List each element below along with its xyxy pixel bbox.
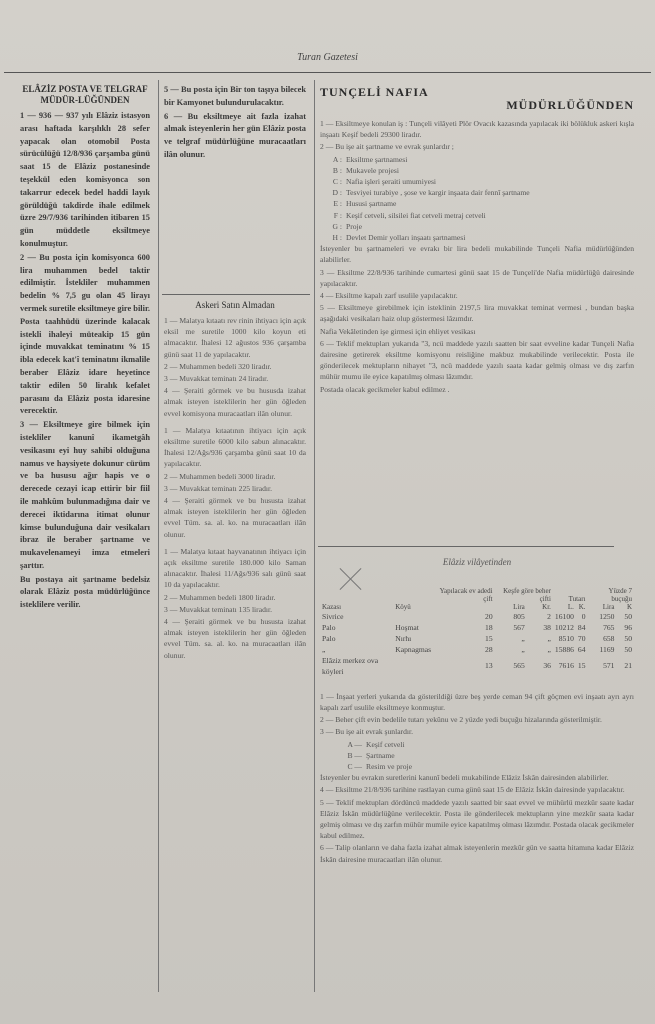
- table-row: [320, 655, 634, 677]
- table-cell: „: [547, 633, 551, 643]
- askeri-a4: 4 — Şeraiti görmek ve bu hususda izahat almak isteyen isteklilerin her gün öğleden evvel komisyona muracaatları ilân olunur.: [164, 386, 306, 418]
- table-cell: 10212: [554, 622, 574, 632]
- table-cell: 50: [624, 611, 632, 621]
- askeri-b1: 1 — Malatya kıtaatının ihtiyacı için açık eksiltme suretile 6000 kilo sabun alınacaktır. İhalesi 12/Ağs/936 çarşamba günü saat 10 da yapılacaktır.: [164, 425, 306, 469]
- col-header: Lira: [602, 602, 615, 611]
- table-header-row: [320, 603, 634, 611]
- col-header: Yapılacak ev adedi çift: [439, 586, 493, 603]
- column-posta-cont: [164, 84, 306, 163]
- table-cell: 8510: [558, 633, 574, 643]
- table-cell: Nırhı: [395, 633, 412, 643]
- column-divider-1: [158, 80, 159, 992]
- table-cell: 567: [513, 622, 525, 632]
- list-item: F : Keşif cetveli, silsilei fiat cetveli metraj cetveli: [333, 210, 486, 220]
- table-cell: [393, 611, 433, 622]
- table-cell: 0: [581, 611, 586, 621]
- table-cell: 658: [603, 633, 615, 643]
- table-cell: 70: [577, 633, 586, 643]
- table-cell: 28: [485, 644, 493, 654]
- table-cell: 565: [513, 661, 525, 671]
- askeri-c1: 1 — Malatya kıtaat hayvanatının ihtiyacı için açık eksiltme suretile 180.000 kilo Saman alınacaktır. İhalesi 11/Ağs/936 salı günü saat 10 da yapılacaktır.: [164, 546, 306, 590]
- table-cell: „: [547, 644, 551, 654]
- tunceli-para-6: 6 — Teklif mektupları yukarıda "3, ncü maddede yazılı saatten bir saat evveline kadar Tunçeli Nafia dairesine getirerek eksiltme komisyonu reisliğine makbuz mukabilinde verilecektir. Posta ile gönderilecek mektupların nihayet "3, ncü maddede yazılı saata kadar gelmiş olması ve dış zarfın mühür mumu ile eyice kapatılmış olması lâzımdır.: [320, 338, 634, 382]
- table-cell: 7616: [558, 661, 574, 671]
- elaziz-para-3b: İsteyenler bu evrakın suretlerini kanunî bedeli mukabilinde Elâziz İskân dairesinden alabilirler.: [320, 773, 609, 783]
- posta-para-6: 6 — Bu eksiltmeye ait fazla izahat almak isteyenlerin her gün Elâziz posta ve telgraf müdürlüğüne muracaatları ilân olunur.: [164, 111, 306, 159]
- list-item: C : Nafia işleri şeraiti umumiyesi: [332, 177, 437, 187]
- table-cell: 15886: [554, 644, 574, 654]
- list-item: C — Resim ve proje: [347, 762, 412, 772]
- tunceli-title-1: TUNÇELİ NAFIA: [320, 85, 429, 99]
- tunceli-para-5b: Nafia Vekâletinden işe girmesi için ehliyet vesikası: [320, 326, 476, 336]
- newspaper-title: Turan Gazetesi: [297, 52, 358, 63]
- table-cell: Kapnagmas: [395, 644, 432, 654]
- table-row: [320, 622, 634, 633]
- posta-para-1: 1 — 936 — 937 yılı Elâziz istasyon arası haftada karşılıklı 28 sefer yapacak olan otomobil Posta sürücülüğü 12/8/936 çarşamba günü saat 15 de Elâziz postanesinde teşekkül eden komisyonca son takarrur edecek bedel haddi layık görüldüğü takdirde ihale edilmek üzre 29/7/936 tarihinden itibaren 15 gün müddetle eksiltmeye konulmuştur.: [20, 111, 150, 248]
- table-cell: Elâziz merkez ova köyleri: [322, 655, 379, 676]
- table-cell: 50: [624, 633, 632, 643]
- col-header: Kazası: [322, 602, 342, 611]
- tunceli-para-5: 5 — Eksiltmeye girebilmek için isteklinin 2197,5 lira muvakkat teminat vermesi , bundan başka aşağıdaki vesikaları haiz olup göstermesi lâzımdır.: [320, 303, 634, 324]
- col-header: Yüzde 7 buçuğu: [608, 586, 632, 603]
- table-cell: 765: [603, 622, 615, 632]
- table-cell: 1250: [599, 611, 615, 621]
- list-item: A — Keşif cetveli: [347, 739, 405, 749]
- posta-para-4: Bu postaya ait şartname bedelsiz olarak Elâziz posta müdürlüğünce isteklilere verilir.: [20, 574, 150, 610]
- col-header: Keşfe göre beher çifti: [503, 586, 551, 603]
- column-elaziz: [320, 556, 634, 866]
- list-item: H : Devlet Demir yolları inşaatı şartnamesi: [332, 233, 466, 243]
- table-cell: 15: [485, 633, 493, 643]
- table-cell: 18: [485, 622, 493, 632]
- elaziz-para-2: 2 — Beher çift evin bedelile tutarı yekûnu ve 2 yüzde yedi buçuğu hizalarında gösterilmiştir.: [320, 715, 602, 725]
- tunceli-para-7: Postada olacak gecikmeler kabul edilmez .: [320, 384, 450, 394]
- col-header: Lira: [513, 602, 525, 611]
- askeri-b3: 3 — Muvakkat teminatı 225 liradır.: [164, 483, 272, 493]
- list-item: G : Proje: [332, 221, 363, 231]
- askeri-a3: 3 — Muvakkat teminatı 24 liradır.: [164, 374, 269, 384]
- posta-para-3: 3 — Eksiltmeye gire bilmek için istekliler kanunî ikametgâh vesikasını eyi huy sahibi olduğuna namus ve haysiyete dokunur cürüm ve ba hususu ağır hapis ve o derecede cezayi icap ettirir bir fiil ile mahkûm bulunmadığına dair ve derecei iktidarına itimat olunur kimse bulunduğuna dair vesikaları ibraz ile beraber şartname ve mukavelenameyi imza etmeleri şarttır.: [20, 420, 150, 570]
- askeri-c4: 4 — Şeraiti görmek ve bu hususta izahat almak isteyen isteklilerin her gün öğleden evvel Tüm. sa. al. ko. na muracaatları ilân olunur.: [164, 617, 306, 660]
- table-cell: „: [322, 644, 326, 654]
- tunceli-para-3: 3 — Eksiltme 22/8/936 tarihinde cumartesi günü saat 15 de Tunçeli'de Nafia müdürlüğü dairesinde yapılacaktır.: [320, 267, 634, 288]
- table-cell: 96: [624, 622, 632, 632]
- table-cell: 21: [624, 661, 632, 671]
- askeri-c3: 3 — Muvakkat teminatı 135 liradır.: [164, 604, 272, 614]
- posta-para-5: 5 — Bu posta için Bir ton taşıya bilecek bir Kamyonet bulundurulacaktır.: [164, 85, 306, 107]
- tunceli-para-1: 1 — Eksiltmeye konulan iş : Tunçeli vilâyeti Plör Ovacık kazasında yapılacak iki bölükluk askeri kışla inşaatı Keşif bedeli 29300 liradır.: [320, 119, 634, 140]
- list-item: E : Hususi şartname: [333, 199, 397, 209]
- table-cell: 84: [577, 622, 586, 632]
- elaziz-heading: Elâziz vilâyetinden: [442, 557, 512, 567]
- elaziz-doc-list: [340, 739, 634, 773]
- table-cell: 50: [624, 644, 632, 654]
- column-posta: [20, 84, 150, 613]
- askeri-b4: 4 — Şeraiti görmek ve bu hususta izahat almak isteyen isteklilerin her gün öğleden evvel Tüm. sa. al. ko. na muracaatları ilân olunur.: [164, 496, 306, 539]
- table-cell: 15: [577, 661, 586, 671]
- elaziz-para-1: 1 — İnşaat yerleri yukarıda da gösterildiği üzre beş yerde ceman 94 çift göçmen evi inşaatı ayrı ayrı kapalı zarf usulile eksiltmeye konmuştur.: [320, 691, 634, 712]
- elaziz-para-3: 3 — Bu işe ait evrak şunlardır.: [320, 727, 414, 737]
- table-row: [320, 644, 634, 655]
- askeri-a2: 2 — Muhammen bedeli 320 liradır.: [164, 361, 272, 371]
- table-row: [320, 611, 634, 622]
- col-header: K: [626, 602, 632, 611]
- posta-heading: ELÂZİZ POSTA VE TELGRAF MÜDÜR-LÜĞÜNDEN: [22, 84, 148, 105]
- table-cell: Palo: [322, 633, 336, 643]
- table-cell: 571: [603, 661, 615, 671]
- table-header-row: [320, 587, 634, 603]
- col-header: K.: [578, 602, 586, 611]
- list-item: D : Tesviyei turabiye , şose ve kargir inşaata dair fennî şartname: [332, 188, 530, 198]
- column-tunceli: [320, 86, 634, 396]
- table-row: [320, 633, 634, 644]
- column-divider-2: [314, 80, 315, 992]
- askeri-c2: 2 — Muhammen bedeli 1800 liradır.: [164, 592, 276, 602]
- elaziz-para-5: 5 — Teklif mektupları dördüncü maddede yazılı saatted bir saat evvel ve mühürlü mezkûr saate kadar Elâziz İskân müdürlüğüne verilecektir. Posta ile gönderilecek mektupların yine mezkûr saata kadar gelmiş olması ve dış zarfın mühür mumile eyice kapatılmış olması lâzımdır. Postada olacak gecikmeler kabul edilmez.: [320, 797, 634, 841]
- tunceli-para-2: 2 — Bu işe ait şartname ve evrak şunlardır ;: [320, 142, 454, 152]
- header-rule: [4, 72, 651, 73]
- table-cell: Hoşmat: [395, 622, 419, 632]
- elaziz-para-6: 6 — Talip olanların ve daha fazla izahat almak isteyenlerin mezkûr gün ve saatta hitamına kadar Elâziz İskân dairesine muracaatları ilân olunur.: [320, 843, 634, 864]
- askeri-a1: 1 — Malatya kıtaatı rev rinin ihtiyacı için açık eksil me suretile 1000 kilo koyun eti almacaktır. İhalesi 12 ağustos 936 çarşamba günü saat 11 de yapılacaktır.: [164, 316, 306, 359]
- askeri-b2: 2 — Muhammen bedeli 3000 liradır.: [164, 471, 276, 481]
- col-header: Köyü: [395, 602, 411, 611]
- list-item: B — Şartname: [347, 750, 395, 760]
- table-cell: 64: [577, 644, 586, 654]
- table-cell: 1169: [599, 644, 615, 654]
- page-header: [0, 50, 655, 72]
- table-cell: 20: [485, 611, 493, 621]
- elaziz-table: [320, 587, 634, 677]
- tunceli-title-2: MÜDÜRLÜĞÜNDEN: [506, 98, 634, 112]
- table-cell: [393, 655, 433, 677]
- col-header: Tutarı: [568, 594, 586, 603]
- table-cell: 2: [547, 611, 551, 621]
- table-cell: „: [521, 633, 525, 643]
- table-cell: „: [521, 644, 525, 654]
- elaziz-para-4: 4 — Eksiltme 21/8/936 tarihine rastlayan cuma günü saat 15 de Elâziz İskân dairesinde yapılacaktır.: [320, 785, 625, 795]
- column-askeri: [164, 300, 306, 662]
- list-item: A : Eksiltme şartnamesi: [332, 154, 408, 164]
- col-header: Kr.: [542, 602, 551, 611]
- elaziz-rule: [318, 546, 614, 547]
- table-cell: 36: [543, 661, 551, 671]
- table-cell: 805: [513, 611, 525, 621]
- askeri-rule: [162, 294, 310, 295]
- table-cell: Sivrice: [322, 611, 344, 621]
- askeri-heading: Askeri Satın Almadan: [195, 300, 275, 310]
- table-cell: Palo: [322, 622, 336, 632]
- posta-para-2: 2 — Bu posta için komisyonca 600 lira muhammen bedel taktir edilmiştir. İstekliler muhammen bedelin % 7,5 gu olan 45 lirayı vermek suretile eksiltmeye gire bilir. Posta taahhüdü üzerinde kalacak istekli ihaleyi müteakip 15 gün içinde muvakkat teminatını % 15 ibla edecek kat'î teminatını ikmalile beraber Elâziz idare heyetince taktir edilen 50 liralık kefalet parasını da Elâziz posta idaresine verecektir.: [20, 252, 150, 416]
- tunceli-para-2b: İsteyenler bu şartnameleri ve evrakı bir lira bedeli mukabilinde Tunçeli Nafia müdürlüğünden alabilirler.: [320, 244, 634, 265]
- table-cell: 13: [485, 661, 493, 671]
- table-cell: 16100: [554, 611, 574, 621]
- list-item: B : Mukavele projesi: [332, 165, 399, 175]
- table-cell: 38: [543, 622, 551, 632]
- tunceli-doc-list: [320, 154, 634, 244]
- tunceli-para-4: 4 — Eksiltme kapalı zarf usulile yapılacaktır.: [320, 291, 458, 301]
- col-header: L.: [567, 602, 574, 611]
